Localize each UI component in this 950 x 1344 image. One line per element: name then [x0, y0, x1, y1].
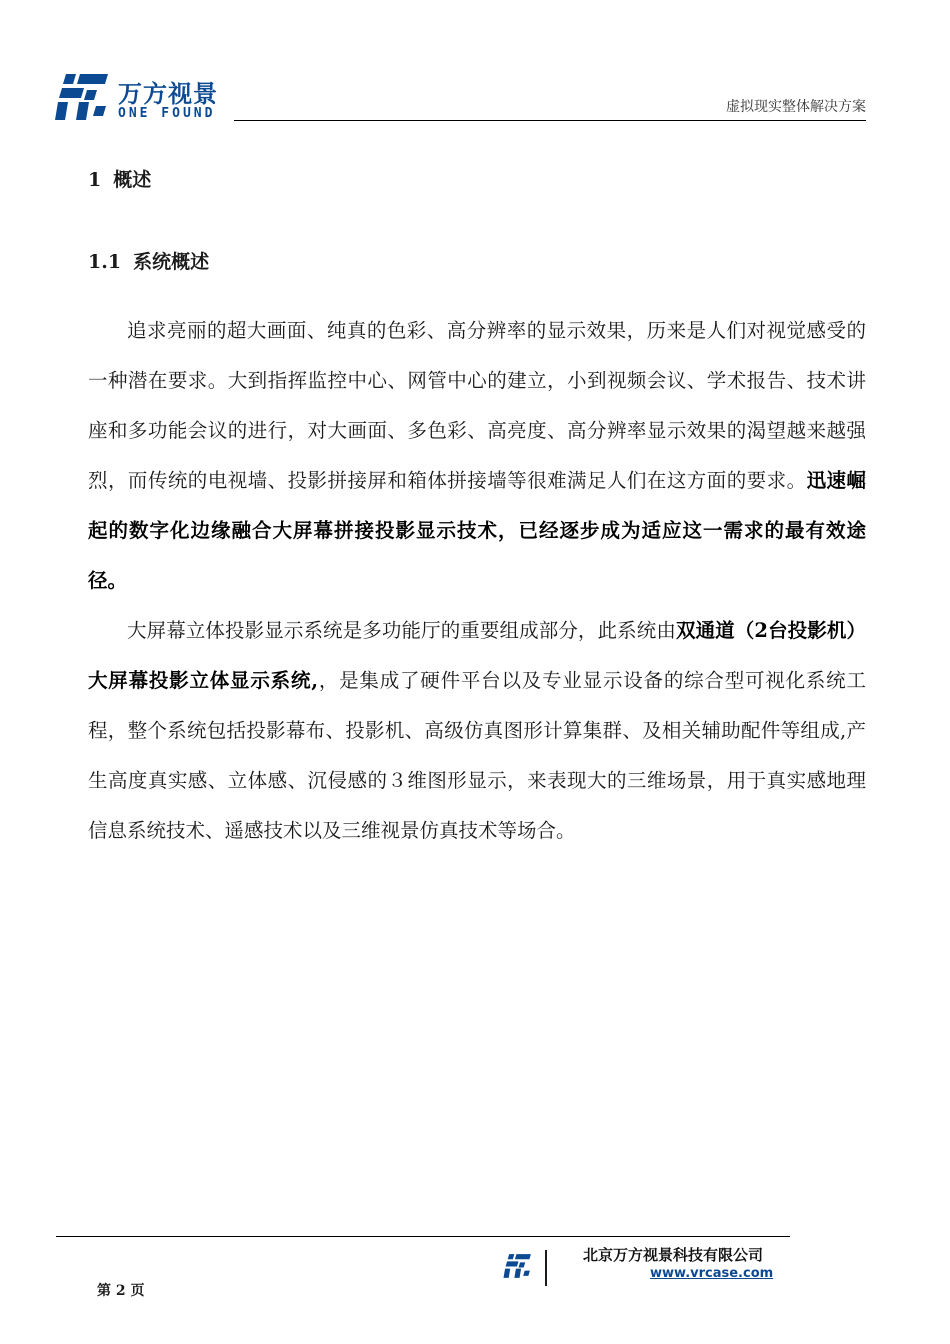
- page-header: [54, 70, 866, 126]
- paragraph: [88, 606, 866, 856]
- subsection-heading: [88, 247, 209, 274]
- paragraph: [88, 306, 866, 606]
- paragraph-text: 大屏幕立体投影显示系统是多功能厅的重要组成部分，此系统由: [127, 619, 676, 642]
- footer-divider: [56, 1236, 790, 1237]
- document-title: 虚拟现实整体解决方案: [726, 99, 866, 115]
- header-divider: [234, 120, 866, 121]
- paragraph-text: 追求亮丽的超大画面、纯真的色彩、高分辨率的显示效果，历来是人们对视觉感受的一种潜在要求。大到指挥监控中心、网管中心的建立，小到视频会议、学术报告、技术讲座和多功能会议的进行，对大画面、多色彩、高亮度、高分辨率显示效果的渴望越来越强烈，而传统的电视墙、投影拼接屏和箱体拼接墙等很难满足人们在这方面的要求。: [88, 319, 866, 492]
- subsection-number: 1.1: [88, 251, 122, 273]
- section-title: 概述: [113, 169, 152, 191]
- logo-text-en: ONE FOUND: [118, 106, 216, 121]
- footer-url-link[interactable]: www.vrcase.com: [650, 1266, 774, 1281]
- paragraph-emphasis: 迅速崛起的数字化边缘融合大屏幕拼接投影显示技术，已经逐步成为适应这一需求的最有效途径。: [88, 469, 866, 592]
- subsection-title: 系统概述: [133, 251, 210, 273]
- footer-separator: [545, 1250, 547, 1286]
- paragraph-emphasis: 双通道（2台投影机）大屏幕投影立体显示系统,: [88, 619, 866, 692]
- logo-text-cn: 万方视景: [118, 80, 218, 108]
- body-text: [88, 306, 866, 856]
- logo-icon: [54, 72, 112, 122]
- paragraph-text: ，是集成了硬件平台以及专业显示设备的综合型可视化系统工程，整个系统包括投影幕布、投影机、高级仿真图形计算集群、及相关辅助配件等组成,产生高度真实感、立体感、沉侵感的３维图形显示，来表现大的三维场景，用于真实感地理信息系统技术、遥感技术以及三维视景仿真技术等场合。: [88, 669, 866, 842]
- section-number: 1: [88, 169, 102, 191]
- section-heading: [88, 165, 151, 192]
- footer-logo-icon: [503, 1253, 533, 1279]
- page-number: 第 2 页: [97, 1283, 145, 1299]
- footer-company: 北京万方视景科技有限公司: [583, 1246, 764, 1264]
